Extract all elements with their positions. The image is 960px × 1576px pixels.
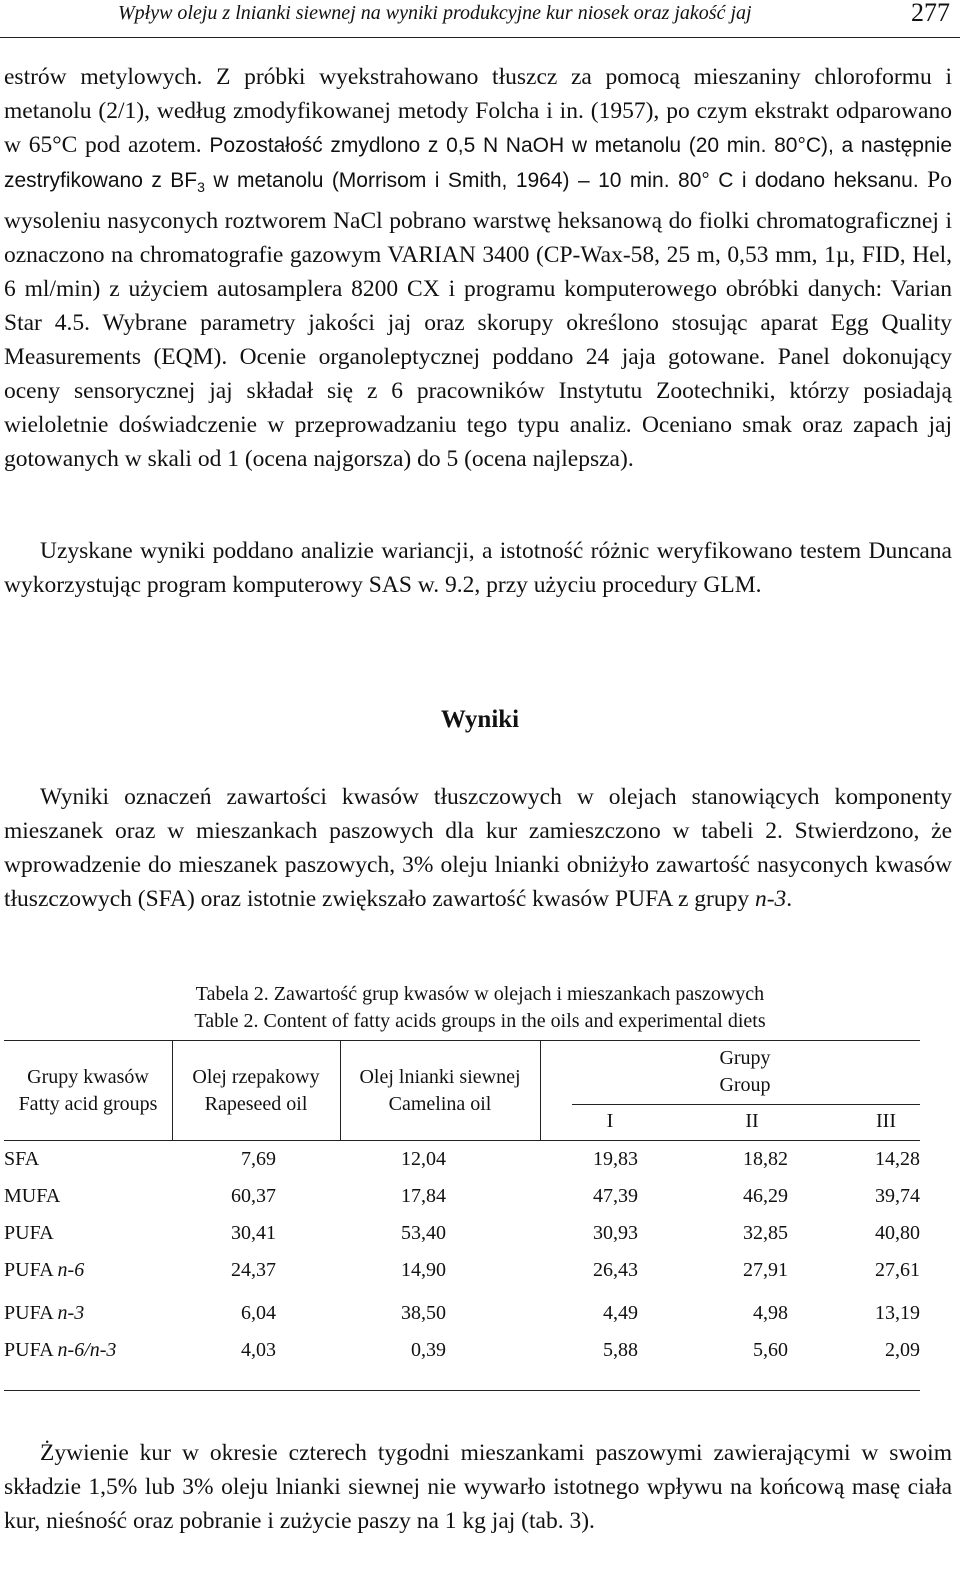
table-row-label: PUFA xyxy=(4,1222,54,1244)
cell-group-iii: 13,19 xyxy=(875,1302,920,1324)
cell-rapeseed: 7,69 xyxy=(241,1148,276,1170)
cell-group-i: 30,93 xyxy=(593,1222,638,1244)
cell-group-ii: 5,60 xyxy=(753,1339,788,1361)
running-title: Wpływ oleju z lnianki siewnej na wyniki produkcyjne kur niosek oraz jakość jaj xyxy=(118,2,752,24)
cell-group-iii: 27,61 xyxy=(875,1259,920,1281)
results-italic: n-3 xyxy=(754,886,787,912)
cell-camelina: 14,90 xyxy=(401,1259,446,1281)
cell-rapeseed: 24,37 xyxy=(231,1259,276,1281)
col-divider-3 xyxy=(540,1040,541,1140)
header-rapeseed-oil: Olej rzepakowy Rapeseed oil xyxy=(192,1066,320,1115)
section-heading: Wyniki xyxy=(440,706,520,733)
cell-group-iii: 39,74 xyxy=(875,1185,920,1207)
cell-camelina: 38,50 xyxy=(401,1302,446,1324)
cell-group-ii: 32,85 xyxy=(743,1222,788,1244)
cell-camelina: 12,04 xyxy=(401,1148,446,1170)
header-group-ii: II xyxy=(745,1110,759,1132)
feeding-paragraph: Żywienie kur w okresie czterech tygodni mieszankami paszowymi zawierającymi w swoim składzie 1,5% lub 3% oleju lnianki siewnej nie wywarło istotnego wpływu na końcową masę ciała kur, nieśność oraz pobranie i zużycie paszy na 1 kg jaj (tab. 3). xyxy=(4,1440,952,1534)
cell-group-i: 26,43 xyxy=(593,1259,638,1281)
table-row-label: MUFA xyxy=(4,1185,61,1207)
cell-group-ii: 46,29 xyxy=(743,1185,788,1207)
page-header xyxy=(0,0,960,38)
cell-group-i: 19,83 xyxy=(593,1148,638,1170)
header-group-iii: III xyxy=(876,1110,896,1132)
methods-text-b: Pozostałość zmydlono z 0,5 N NaOH w metanolu (20 min. 80°C), a następnie zestryfikowano z $BF_3$ w metanolu (Morrisom i Smith, 1964) – 10 min. 80° C i dodano heksanu. xyxy=(4,134,952,196)
cell-rapeseed: 60,37 xyxy=(231,1185,276,1207)
header-fatty-acid-groups: Grupy kwasów Fatty acid groups xyxy=(18,1066,158,1115)
cell-camelina: 17,84 xyxy=(401,1185,446,1207)
table-row-label: SFA xyxy=(4,1148,40,1170)
cell-group-iii: 40,80 xyxy=(875,1222,920,1244)
cell-group-iii: 14,28 xyxy=(875,1148,920,1170)
cell-group-ii: 18,82 xyxy=(743,1148,788,1170)
table-caption-en: Table 2. Content of fatty acids groups in the oils and experimental diets xyxy=(194,1010,766,1032)
table-top-rule xyxy=(4,1040,920,1041)
page-number: 277 xyxy=(911,0,950,27)
table-row-label: PUFA n-6/n-3 xyxy=(4,1339,117,1361)
statistics-paragraph: Uzyskane wyniki poddano analizie wariancji, a istotność różnic weryfikowano testem Duncana wykorzystując program komputerowy SAS w. 9.2, przy użyciu procedury GLM. xyxy=(4,538,952,598)
header-group-i: I xyxy=(606,1110,614,1132)
table-caption-pl: Tabela 2. Zawartość grup kwasów w olejach i mieszankach paszowych xyxy=(195,983,765,1005)
cell-camelina: 53,40 xyxy=(401,1222,446,1244)
cell-group-i: 4,49 xyxy=(603,1302,638,1324)
group-rule xyxy=(572,1104,920,1105)
cell-group-i: 5,88 xyxy=(603,1339,638,1361)
results-paragraph: Wyniki oznaczeń zawartości kwasów tłuszczowych w olejach stanowiących komponenty mieszanek oraz w mieszankach paszowych dla kur zamieszczono w tabeli 2. Stwierdzono, że wprowadzenie do mieszanek paszowych, 3% oleju lnianki obniżyło zawartość nasyconych kwasów tłuszczowych (SFA) oraz istotnie zwiększało zawartość kwasów PUFA z grupy n-3. xyxy=(4,784,952,912)
cell-group-ii: 27,91 xyxy=(743,1259,788,1281)
header-bottom-rule xyxy=(4,1140,920,1141)
table-bottom-rule xyxy=(4,1390,920,1391)
cell-group-iii: 2,09 xyxy=(885,1339,920,1361)
cell-group-ii: 4,98 xyxy=(753,1302,788,1324)
cell-rapeseed: 4,03 xyxy=(241,1339,276,1361)
methods-text-d: Po wysoleniu nasyconych roztworem NaCl pobrano warstwę heksanową do fiolki chromatograficznej i oznaczono na chromatografie gazowym VARIAN 3400 (CP-Wax-58, 25 m, 0,53 mm, 1µ, FID, Hel, 6 ml/min) z użyciem autosamplera 8200 CX i programu komputerowego obróbki danych: Varian Star 4.5. Wybrane parametry jakości jaj oraz skorupy określono stosując aparat Egg Quality Measurements (EQM). Ocenie organoleptycznej poddano 24 jaja gotowane. Panel dokonujący oceny sensorycznej jaj składał się z 6 pracowników Instytutu Zootechniki, którzy posiadają wieloletnie doświadczenie w przeprowadzaniu tego typu analiz. Oceniano smak oraz zapach jaj gotowanych w skali od 1 (ocena najgorsza) do 5 (ocena najlepsza). xyxy=(4,167,952,473)
cell-camelina: 0,39 xyxy=(411,1339,446,1361)
cell-rapeseed: 6,04 xyxy=(241,1302,276,1324)
header-camelina-oil: Olej lnianki siewnej Camelina oil xyxy=(359,1066,521,1115)
cell-group-i: 47,39 xyxy=(593,1185,638,1207)
methods-paragraph xyxy=(4,60,952,476)
methods-text-a: estrów metylowych. Z próbki wyekstrahowano tłuszcz za pomocą mieszaniny chloroformu i metanolu (2/1), według zmodyfikowanej metody Folcha i in. (1957), po czym ekstrakt odparowano w 65°C pod azotem. xyxy=(4,64,952,158)
table-row-label: PUFA n-3 xyxy=(4,1302,85,1324)
subscript-3: 3 xyxy=(197,179,205,196)
header-group: Grupy Group xyxy=(719,1047,771,1096)
table-row-label: PUFA n-6 xyxy=(4,1259,85,1281)
cell-rapeseed: 30,41 xyxy=(231,1222,276,1244)
